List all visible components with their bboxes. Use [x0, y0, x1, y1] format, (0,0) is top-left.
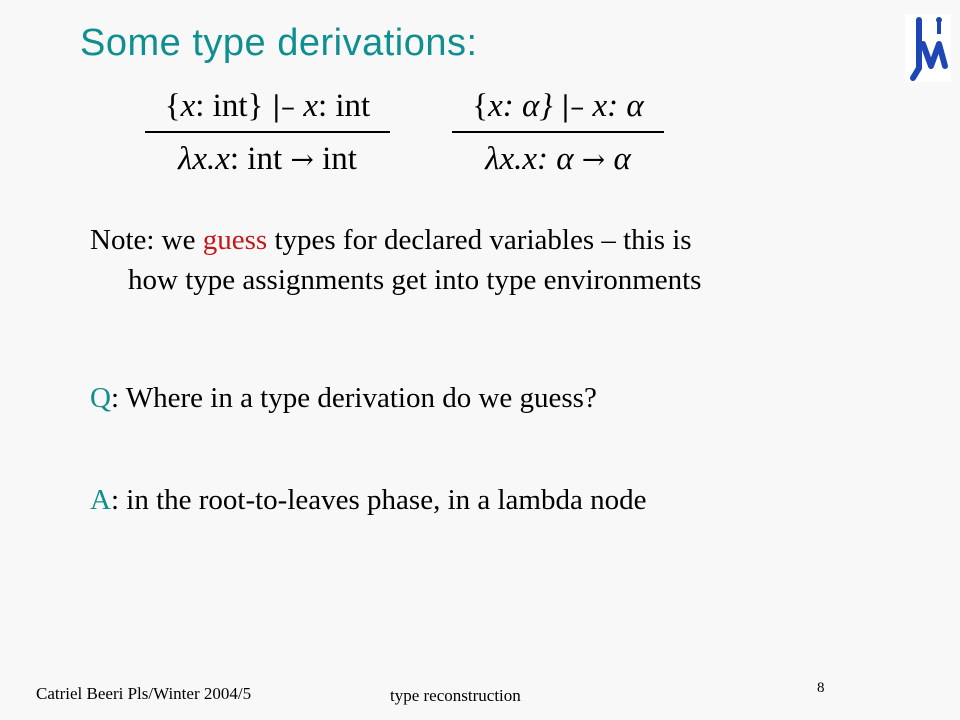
note-paragraph: [90, 220, 880, 300]
derivation-left-premise: [145, 86, 390, 127]
type: : int}: [195, 88, 264, 124]
answer: [90, 480, 646, 520]
turnstile-symbol: |–: [560, 90, 585, 123]
footer-author: Catriel Beeri Pls/Winter 2004/5: [36, 684, 252, 703]
var: x: [592, 88, 608, 124]
arrow-symbol: →: [290, 143, 314, 176]
derivation-right-premise: [452, 86, 664, 127]
derivation-right-conclusion: [452, 139, 664, 180]
note-prefix: Note: we: [90, 224, 196, 256]
note-suffix: types for declared variables – this is: [274, 224, 692, 256]
brace-open: {: [472, 88, 489, 124]
note-highlight: guess: [202, 224, 268, 256]
var: x: [488, 88, 503, 124]
var: x.x: [192, 141, 230, 177]
footer-topic: type reconstruction: [390, 686, 521, 705]
hebrew-university-logo-icon: [905, 14, 951, 82]
type: : α}: [502, 88, 553, 124]
type: : int: [317, 88, 371, 124]
slide-title: Some type derivations:: [80, 22, 478, 64]
answer-label: A: [90, 484, 111, 516]
derivation-left-conclusion: [145, 139, 390, 180]
note-line2: how type assignments get into type environments: [128, 264, 702, 296]
type: int: [322, 141, 357, 177]
arrow-symbol: →: [581, 143, 606, 176]
question-text: : Where in a type derivation do we guess?: [110, 382, 597, 414]
inference-bar: [452, 131, 664, 133]
var: x.x: [499, 141, 537, 177]
question: [90, 378, 597, 418]
type: : int: [229, 141, 283, 177]
type: : α: [536, 141, 574, 177]
var: x: [180, 88, 196, 124]
page-number: 8: [817, 680, 825, 696]
var: x: [303, 88, 318, 124]
lambda-symbol: λ: [485, 141, 500, 177]
inference-bar: [145, 131, 390, 133]
brace-open: {: [164, 88, 181, 124]
derivation-left: [145, 86, 390, 180]
turnstile-symbol: |–: [271, 90, 296, 123]
derivation-right: [452, 86, 664, 180]
question-label: Q: [90, 382, 111, 414]
type: : α: [607, 88, 644, 124]
answer-text: : in the root-to-leaves phase, in a lambda node: [110, 484, 647, 516]
type: α: [613, 141, 631, 177]
lambda-symbol: λ: [178, 141, 193, 177]
